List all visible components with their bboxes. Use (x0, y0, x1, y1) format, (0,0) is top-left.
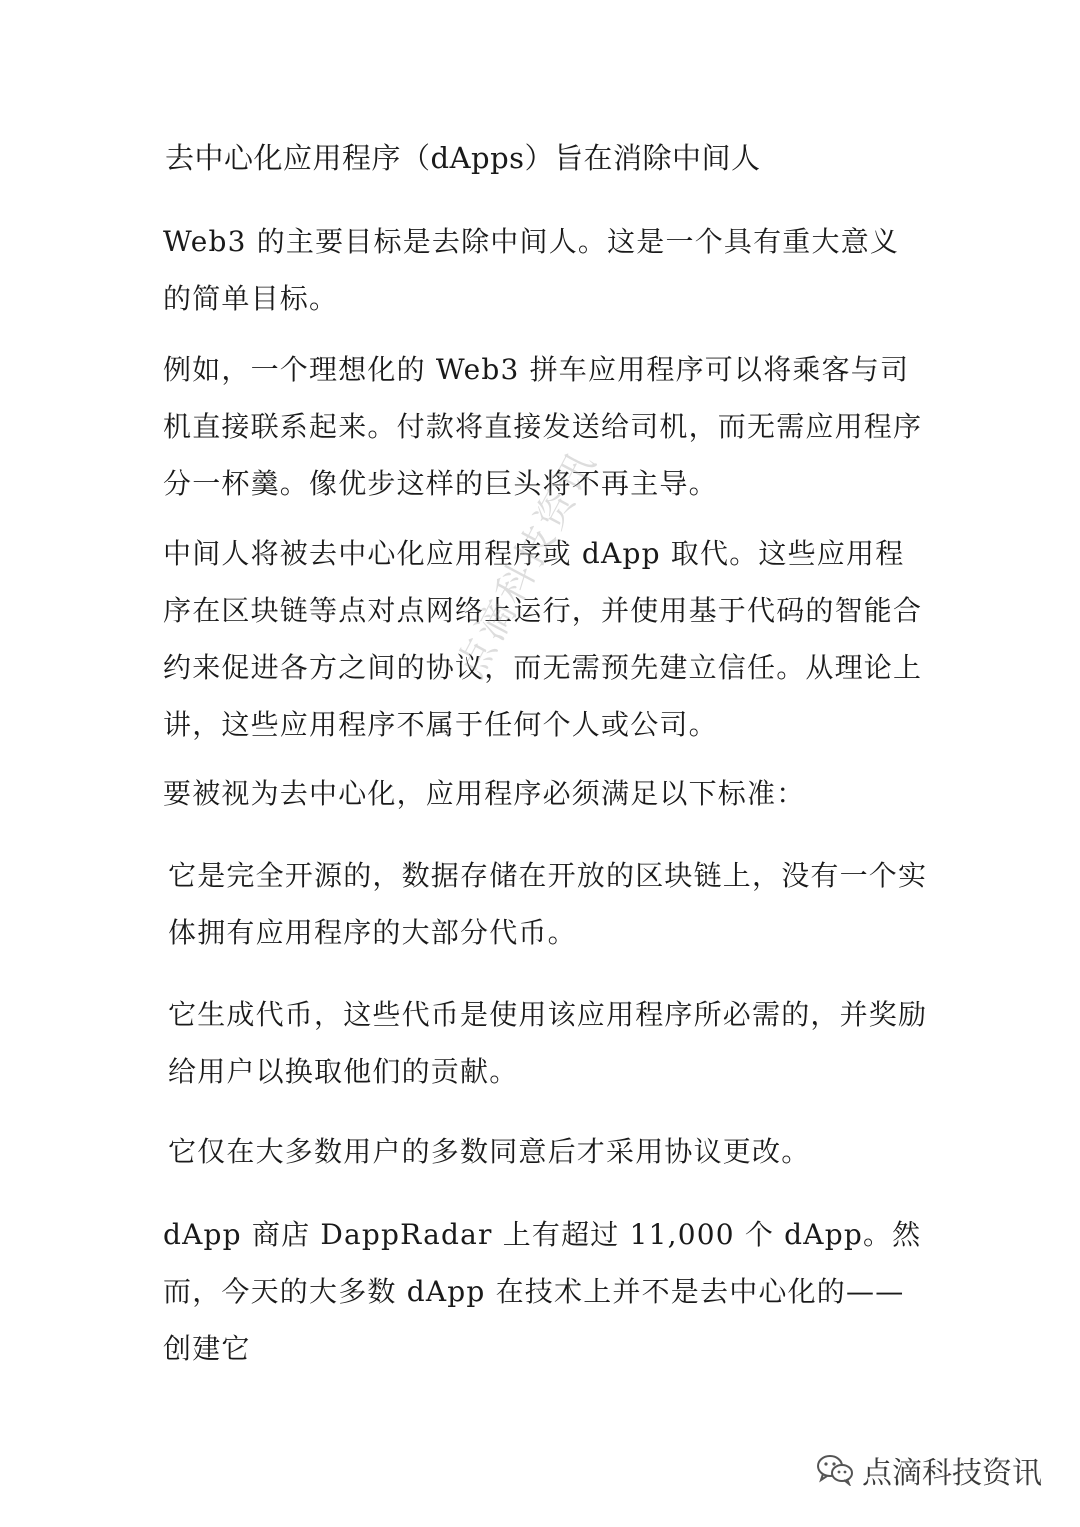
watermark-text: 点滴科技资讯 (447, 441, 606, 685)
criteria-item-consensus: 它仅在大多数用户的多数同意后才采用协议更改。 (168, 1135, 811, 1168)
wechat-icon (816, 1454, 854, 1486)
footer-brand (816, 1448, 1042, 1492)
paragraph-dapp-replacement: 中间人将被去中心化应用程序或 dApp 取代。这些应用程序在区块链等点对点网络上运行，并使用基于代码的智能合约来促进各方之间的协议，而无需预先建立信任。从理论上讲，这些应用程序不属于任何个人或公司。 (163, 537, 923, 741)
criteria-item-open-source: 它是完全开源的，数据存储在开放的区块链上，没有一个实体拥有应用程序的大部分代币。 (168, 859, 928, 949)
paragraph-criteria-intro: 要被视为去中心化，应用程序必须满足以下标准： (163, 777, 806, 810)
paragraph-dappradar: dApp 商店 DappRadar 上有超过 11,000 个 dApp。然而，今天的大多数 dApp 在技术上并不是去中心化的——创建它 (163, 1218, 922, 1365)
paragraph-rideshare-example: 例如，一个理想化的 Web3 拼车应用程序可以将乘客与司机直接联系起来。付款将直接发送给司机，而无需应用程序分一杯羹。像优步这样的巨头将不再主导。 (163, 353, 923, 500)
footer-brand-name: 点滴科技资讯 (862, 1456, 1042, 1491)
criteria-item-tokens: 它生成代币，这些代币是使用该应用程序所必需的，并奖励给用户以换取他们的贡献。 (168, 998, 928, 1088)
article-heading: 去中心化应用程序（dApps）旨在消除中间人 (165, 141, 761, 175)
paragraph-web3-goal: Web3 的主要目标是去除中间人。这是一个具有重大意义的简单目标。 (163, 225, 900, 315)
